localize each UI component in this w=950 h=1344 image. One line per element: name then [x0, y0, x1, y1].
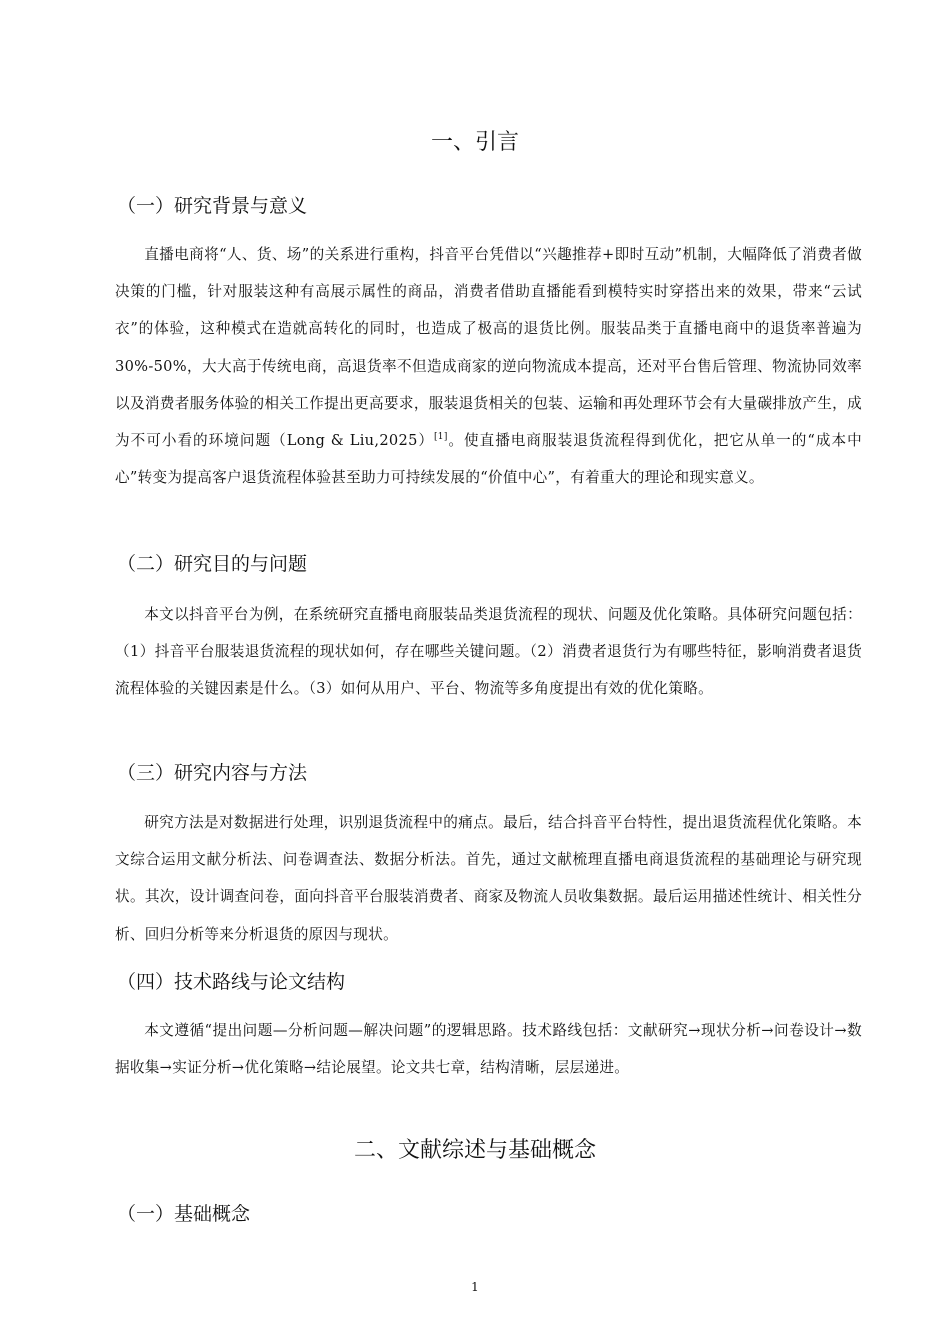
paragraph-research-background: [115, 236, 862, 496]
section-title: （一）基础概念: [117, 1203, 251, 1225]
paragraph-research-methods: 研究方法是对数据进行处理，识别退货流程中的痛点。最后，结合抖音平台特性，提出退货流程优化策略。本文综合运用文献分析法、问卷调查法、数据分析法。首先，通过文献梳理直播电商退货流程的基础理论与研究现状。其次，设计调查问卷，面向抖音平台服装消费者、商家及物流人员收集数据。最后运用描述性统计、相关性分析、回归分析等来分析退货的原因与现状。: [115, 814, 862, 943]
paragraph-technical-route: 本文遵循“提出问题—分析问题—解决问题”的逻辑思路。技术路线包括：文献研究→现状分析→问卷设计→数据收集→实证分析→优化策略→结论展望。论文共七章，结构清晰，层层递进。: [115, 1022, 862, 1077]
paragraph-research-purpose: 本文以抖音平台为例，在系统研究直播电商服装品类退货流程的现状、问题及优化策略。具体研究问题包括：（1）抖音平台服装退货流程的现状如何，存在哪些关键问题。（2）消费者退货行为有哪些特征，影响消费者退货流程体验的关键因素是什么。（3）如何从用户、平台、物流等多角度提出有效的优化策略。: [115, 606, 862, 698]
section-title: （二）研究目的与问题: [117, 553, 308, 575]
section-title: （一）研究背景与意义: [117, 195, 308, 217]
section-title: （四）技术路线与论文结构: [117, 971, 346, 993]
paragraph-text: 直播电商将“人、货、场”的关系进行重构，抖音平台凭借以“兴趣推荐+即时互动”机制，大幅降低了消费者做决策的门槛，针对服装这种有高展示属性的商品，消费者借助直播能看到模特实时穿搭出来的效果，带来“云试衣”的体验，这种模式在造就高转化的同时，也造成了极高的退货比例。服装品类于直播电商中的退货率普遍为30%-50%，大大高于传统电商，高退货率不但造成商家的逆向物流成本提高，还对平台售后管理、物流协同效率以及消费者服务体验的相关工作提出更高要求，服装退货相关的包装、运输和再处理环节会有大量碳排放产生，成为不可小看的环境问题（Long & Liu,2025）: [115, 246, 862, 450]
paragraph-text: 。使直播电商服装退货流程得到优化，把它从单一的“成本中心”转变为提高客户退货流程体验甚至助力可持续发展的“价值中心”，有着重大的理论和现实意义。: [115, 432, 862, 487]
citation-reference: [1]: [434, 432, 448, 443]
section-title: （三）研究内容与方法: [117, 762, 308, 784]
chapter-title: 二、文献综述与基础概念: [353, 1138, 596, 1163]
chapter-title: 一、引言: [430, 130, 519, 155]
page-number: 1: [471, 1280, 479, 1294]
